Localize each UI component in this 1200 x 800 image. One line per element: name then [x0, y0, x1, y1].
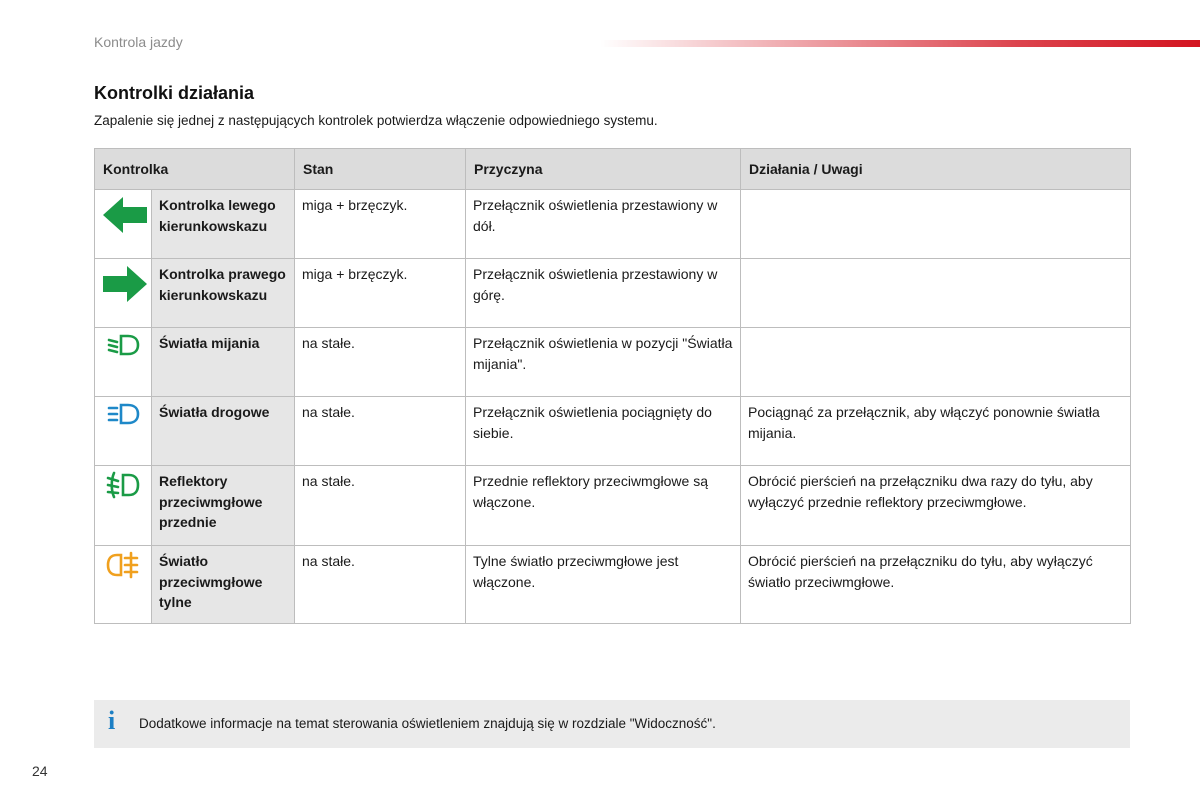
- front-fog-lamp-icon: [106, 471, 140, 499]
- indicators-table: [94, 148, 1131, 624]
- indicator-name: Światło przeciwmgłowe tylne: [152, 546, 295, 624]
- indicator-state: na stałe.: [295, 466, 466, 546]
- indicator-cause: Przełącznik oświetlenia pociągnięty do siebie.: [466, 397, 741, 466]
- indicator-cause: Tylne światło przeciwmgłowe jest włączone.: [466, 546, 741, 624]
- page-number: 24: [32, 763, 48, 779]
- indicator-cause: Przełącznik oświetlenia przestawiony w dół.: [466, 190, 741, 259]
- table-row: [95, 397, 1131, 466]
- page-title: Kontrolki działania: [94, 83, 255, 103]
- info-icon: i: [108, 706, 116, 735]
- indicator-state: na stałe.: [295, 546, 466, 624]
- icon-cell: [95, 397, 152, 466]
- indicator-state: miga + brzęczyk.: [295, 190, 466, 259]
- info-note: [94, 700, 1130, 748]
- indicator-action: Obrócić pierścień na przełączniku dwa razy do tyłu, aby wyłączyć przednie reflektory przeciwmgłowe.: [741, 466, 1131, 546]
- column-header-cause: Przyczyna: [466, 149, 741, 190]
- rear-fog-lamp-icon: [106, 551, 140, 579]
- indicator-cause: Przednie reflektory przeciwmgłowe są włączone.: [466, 466, 741, 546]
- indicator-name: Kontrolka prawego kierunkowskazu: [152, 259, 295, 328]
- info-text: Dodatkowe informacje na temat sterowania oświetleniem znajdują się w rozdziale "Widoczność".: [139, 716, 716, 731]
- dipped-beam-icon: [106, 333, 140, 357]
- right-arrow-indicator-icon: [102, 264, 148, 304]
- indicator-action: [741, 190, 1131, 259]
- icon-cell: [95, 328, 152, 397]
- indicator-name: Światła mijania: [152, 328, 295, 397]
- indicator-name: Kontrolka lewego kierunkowskazu: [152, 190, 295, 259]
- left-arrow-indicator-icon: [102, 195, 148, 235]
- indicator-state: na stałe.: [295, 397, 466, 466]
- indicator-cause: Przełącznik oświetlenia przestawiony w górę.: [466, 259, 741, 328]
- icon-cell: [95, 259, 152, 328]
- indicator-name: Światła drogowe: [152, 397, 295, 466]
- table-header-row: [95, 149, 1131, 190]
- indicator-state: na stałe.: [295, 328, 466, 397]
- indicator-cause: Przełącznik oświetlenia w pozycji "Światła mijania".: [466, 328, 741, 397]
- indicator-action: Pociągnąć za przełącznik, aby włączyć ponownie światła mijania.: [741, 397, 1131, 466]
- icon-cell: [95, 190, 152, 259]
- table-row: [95, 190, 1131, 259]
- main-beam-icon: [106, 402, 140, 426]
- icon-cell: [95, 466, 152, 546]
- table-row: [95, 546, 1131, 624]
- column-header-state: Stan: [295, 149, 466, 190]
- table-row: [95, 466, 1131, 546]
- indicator-action: [741, 259, 1131, 328]
- indicator-action: Obrócić pierścień na przełączniku do tyłu, aby wyłączyć światło przeciwmgłowe.: [741, 546, 1131, 624]
- table-row: [95, 328, 1131, 397]
- icon-cell: [95, 546, 152, 624]
- intro-text: Zapalenie się jednej z następujących kontrolek potwierdza włączenie odpowiedniego systemu.: [94, 113, 658, 128]
- indicator-state: miga + brzęczyk.: [295, 259, 466, 328]
- column-header-action: Działania / Uwagi: [741, 149, 1131, 190]
- indicator-action: [741, 328, 1131, 397]
- table-row: [95, 259, 1131, 328]
- section-label: Kontrola jazdy: [94, 34, 183, 50]
- indicator-name: Reflektory przeciwmgłowe przednie: [152, 466, 295, 546]
- column-header-indicator: Kontrolka: [95, 149, 295, 190]
- header-accent-bar: [600, 40, 1200, 47]
